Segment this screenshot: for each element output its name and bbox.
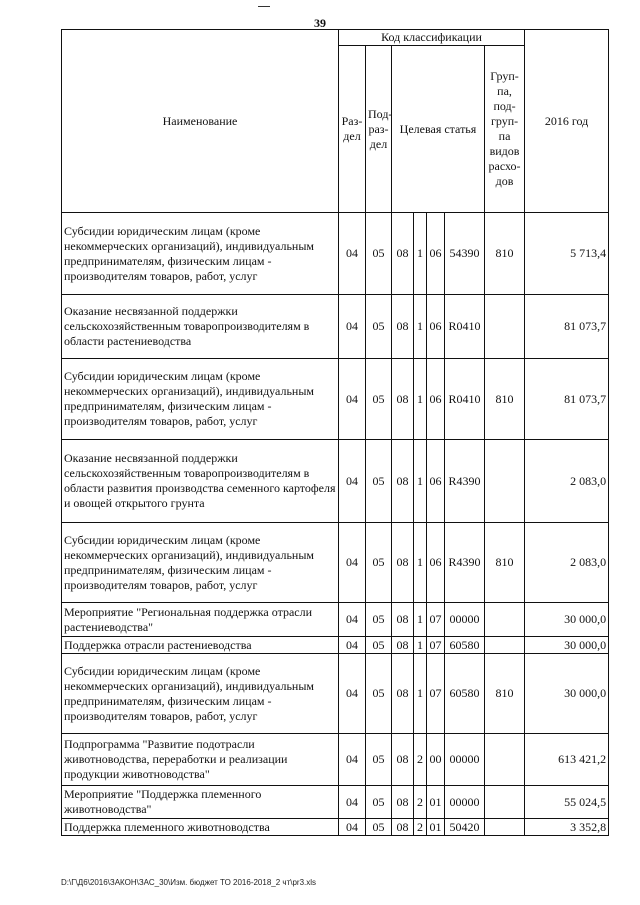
row-article-direction: 60580 — [445, 637, 485, 654]
table-row — [62, 603, 609, 637]
row-amount: 81 073,7 — [525, 295, 609, 359]
table-row — [62, 440, 609, 523]
row-article-program: 08 — [392, 523, 414, 603]
row-article-program: 08 — [392, 637, 414, 654]
row-subsection: 05 — [366, 213, 392, 295]
column-header-classification: Код классификации — [339, 30, 525, 46]
row-article-event: 00 — [427, 734, 445, 786]
row-article-subprogram: 2 — [414, 786, 427, 819]
header-row-top — [62, 30, 609, 46]
column-header-section: Раз- дел — [339, 46, 366, 213]
row-article-program: 08 — [392, 786, 414, 819]
row-article-program: 08 — [392, 295, 414, 359]
table-row — [62, 654, 609, 734]
row-amount: 5 713,4 — [525, 213, 609, 295]
row-article-subprogram: 1 — [414, 603, 427, 637]
row-article-event: 06 — [427, 295, 445, 359]
row-article-subprogram: 1 — [414, 654, 427, 734]
row-article-direction: 00000 — [445, 603, 485, 637]
table-row — [62, 637, 609, 654]
row-article-subprogram: 1 — [414, 523, 427, 603]
row-section: 04 — [339, 213, 366, 295]
table-row — [62, 213, 609, 295]
row-article-direction: R4390 — [445, 440, 485, 523]
page-number: 39 — [314, 16, 326, 30]
row-subsection: 05 — [366, 786, 392, 819]
row-expense-group — [485, 603, 525, 637]
row-name: Мероприятие "Поддержка племенного животноводства" — [62, 786, 339, 819]
row-section: 04 — [339, 786, 366, 819]
row-subsection: 05 — [366, 440, 392, 523]
row-amount: 30 000,0 — [525, 654, 609, 734]
file-path-footer: D:\Г\Д6\2016\ЗАКОН\ЗАС_30\Изм. бюджет ТО 2016-2018_2 чт\pr3.xls — [61, 878, 317, 887]
row-article-program: 08 — [392, 359, 414, 440]
row-section: 04 — [339, 440, 366, 523]
row-name: Оказание несвязанной поддержки сельскохозяйственным товаропроизводителям в области растениеводства — [62, 295, 339, 359]
row-article-event: 01 — [427, 819, 445, 836]
budget-table — [61, 29, 609, 836]
row-subsection: 05 — [366, 734, 392, 786]
row-amount: 613 421,2 — [525, 734, 609, 786]
row-article-direction: R0410 — [445, 295, 485, 359]
row-section: 04 — [339, 523, 366, 603]
row-expense-group: 810 — [485, 359, 525, 440]
row-name: Субсидии юридическим лицам (кроме некоммерческих организаций), индивидуальным предпринимателям, физическим лицам - производителям товаров, работ, услуг — [62, 213, 339, 295]
row-article-program: 08 — [392, 734, 414, 786]
row-name: Субсидии юридическим лицам (кроме некоммерческих организаций), индивидуальным предпринимателям, физическим лицам - производителям товаров, работ, услуг — [62, 654, 339, 734]
table-row — [62, 786, 609, 819]
row-name: Мероприятие "Региональная поддержка отрасли растениеводства" — [62, 603, 339, 637]
row-article-direction: R4390 — [445, 523, 485, 603]
row-name: Подпрограмма "Развитие подотрасли животноводства, переработки и реализации продукции животноводства" — [62, 734, 339, 786]
row-article-direction: 00000 — [445, 786, 485, 819]
row-article-event: 07 — [427, 637, 445, 654]
column-header-target-article: Целевая статья — [392, 46, 485, 213]
row-expense-group — [485, 734, 525, 786]
table-row — [62, 523, 609, 603]
row-expense-group: 810 — [485, 213, 525, 295]
row-article-subprogram: 1 — [414, 637, 427, 654]
row-name: Оказание несвязанной поддержки сельскохозяйственным товаропроизводителям в области развития производства семенного картофеля и овощей открытого грунта — [62, 440, 339, 523]
row-amount: 30 000,0 — [525, 637, 609, 654]
row-article-subprogram: 1 — [414, 359, 427, 440]
row-section: 04 — [339, 819, 366, 836]
row-article-subprogram: 1 — [414, 213, 427, 295]
row-article-subprogram: 2 — [414, 819, 427, 836]
row-expense-group — [485, 637, 525, 654]
row-article-event: 01 — [427, 786, 445, 819]
row-section: 04 — [339, 654, 366, 734]
row-article-program: 08 — [392, 819, 414, 836]
row-subsection: 05 — [366, 637, 392, 654]
row-section: 04 — [339, 295, 366, 359]
row-article-event: 06 — [427, 440, 445, 523]
row-expense-group — [485, 786, 525, 819]
row-amount: 30 000,0 — [525, 603, 609, 637]
table-row — [62, 359, 609, 440]
row-section: 04 — [339, 603, 366, 637]
row-expense-group: 810 — [485, 523, 525, 603]
row-expense-group: 810 — [485, 654, 525, 734]
row-subsection: 05 — [366, 523, 392, 603]
row-expense-group — [485, 440, 525, 523]
row-article-event: 06 — [427, 523, 445, 603]
row-article-subprogram: 1 — [414, 440, 427, 523]
row-subsection: 05 — [366, 654, 392, 734]
row-amount: 2 083,0 — [525, 440, 609, 523]
row-article-direction: 50420 — [445, 819, 485, 836]
row-name: Субсидии юридическим лицам (кроме некоммерческих организаций), индивидуальным предпринимателям, физическим лицам - производителям товаров, работ, услуг — [62, 523, 339, 603]
page-top-mark — [258, 6, 270, 7]
table-row — [62, 819, 609, 836]
row-amount: 55 024,5 — [525, 786, 609, 819]
row-amount: 3 352,8 — [525, 819, 609, 836]
row-amount: 2 083,0 — [525, 523, 609, 603]
row-subsection: 05 — [366, 359, 392, 440]
row-article-direction: 00000 — [445, 734, 485, 786]
column-header-expense-group: Груп- па, под- груп- па видов расхо- дов — [485, 46, 525, 213]
column-header-subsection: Под- раз- дел — [366, 46, 392, 213]
row-subsection: 05 — [366, 603, 392, 637]
row-article-subprogram: 2 — [414, 734, 427, 786]
row-article-event: 07 — [427, 654, 445, 734]
row-article-direction: 60580 — [445, 654, 485, 734]
row-expense-group — [485, 295, 525, 359]
row-article-program: 08 — [392, 603, 414, 637]
row-name: Поддержка отрасли растениеводства — [62, 637, 339, 654]
row-article-program: 08 — [392, 213, 414, 295]
row-subsection: 05 — [366, 295, 392, 359]
row-section: 04 — [339, 734, 366, 786]
column-header-name: Наименование — [62, 30, 339, 213]
row-name: Поддержка племенного животноводства — [62, 819, 339, 836]
table-row — [62, 734, 609, 786]
column-header-year: 2016 год — [525, 30, 609, 213]
row-article-program: 08 — [392, 654, 414, 734]
row-name: Субсидии юридическим лицам (кроме некоммерческих организаций), индивидуальным предпринимателям, физическим лицам - производителям товаров, работ, услуг — [62, 359, 339, 440]
row-article-subprogram: 1 — [414, 295, 427, 359]
row-article-direction: 54390 — [445, 213, 485, 295]
row-article-event: 06 — [427, 359, 445, 440]
row-article-direction: R0410 — [445, 359, 485, 440]
row-subsection: 05 — [366, 819, 392, 836]
row-amount: 81 073,7 — [525, 359, 609, 440]
row-section: 04 — [339, 359, 366, 440]
row-article-event: 06 — [427, 213, 445, 295]
table-row — [62, 295, 609, 359]
row-article-event: 07 — [427, 603, 445, 637]
row-article-program: 08 — [392, 440, 414, 523]
row-section: 04 — [339, 637, 366, 654]
row-expense-group — [485, 819, 525, 836]
